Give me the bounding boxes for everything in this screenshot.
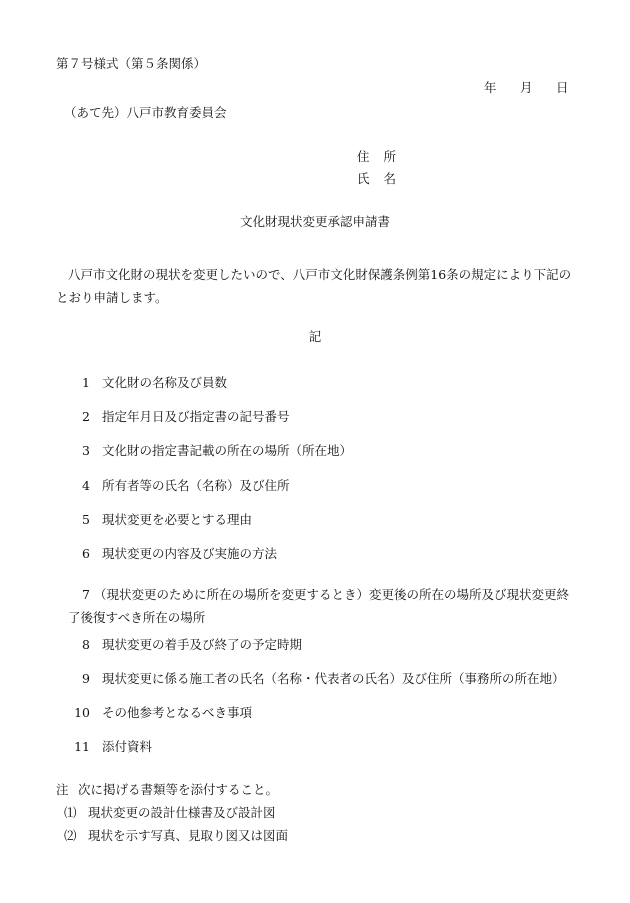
date-day: 日 xyxy=(556,80,569,95)
list-item xyxy=(68,673,565,686)
item-number: 1 xyxy=(82,375,90,390)
item-number: 3 xyxy=(82,443,90,458)
date-year: 年 xyxy=(484,80,497,95)
item-text: その他参考となるべき事項 xyxy=(102,705,253,720)
name-label-char-1: 氏 xyxy=(357,171,370,186)
item-text: 現状変更に係る施工者の氏名（名称・代表者の氏名）及び住所（事務所の所在地） xyxy=(102,671,565,686)
list-item xyxy=(68,480,290,493)
ki-heading: 記 xyxy=(308,329,322,344)
document-title: 文化財現状変更承認申請書 xyxy=(239,214,390,229)
item-text: 所有者等の氏名（名称）及び住所 xyxy=(102,478,290,493)
item-text: 現状変更の着手及び終了の予定時期 xyxy=(102,637,303,652)
list-item xyxy=(68,445,352,458)
item-text: 現状変更を必要とする理由 xyxy=(102,512,253,527)
subitem-number: ⑴ xyxy=(64,805,77,820)
item-number: 4 xyxy=(82,478,90,493)
note-subitem xyxy=(64,830,288,843)
subitem-text: 現状を示す写真、見取り図又は図面 xyxy=(88,828,289,843)
application-statement-text: 八戸市文化財の現状を変更したいので、八戸市文化財保護条例第16条の規定により下記のとおり申請します。 xyxy=(56,267,572,305)
list-item xyxy=(68,548,277,561)
list-item xyxy=(68,583,580,629)
item-text: 添付資料 xyxy=(102,739,153,754)
item-number: 2 xyxy=(82,409,90,424)
address-label-char-1: 住 xyxy=(357,149,370,164)
list-item xyxy=(68,411,290,424)
list-item xyxy=(68,377,227,390)
item-number: 5 xyxy=(82,512,90,527)
addressee: （あて先）八戸市教育委員会 xyxy=(64,105,227,120)
applicant-name-label xyxy=(357,173,396,186)
item-number: 11 xyxy=(74,739,90,754)
list-item xyxy=(68,514,252,527)
item-text: 指定年月日及び指定書の記号番号 xyxy=(102,409,290,424)
applicant-address-label xyxy=(357,151,396,164)
item-number: 7 xyxy=(82,587,90,602)
item-text: 文化財の名称及び員数 xyxy=(102,375,228,390)
list-item xyxy=(68,639,302,652)
note xyxy=(56,784,278,797)
item-number: 9 xyxy=(82,671,90,686)
item-number: 10 xyxy=(74,705,90,720)
item-number: 6 xyxy=(82,546,90,561)
application-statement xyxy=(56,263,576,309)
date-month: 月 xyxy=(520,80,533,95)
note-text: 次に掲げる書類等を添付すること。 xyxy=(78,782,279,797)
list-item xyxy=(68,741,152,754)
item-text: 現状変更の内容及び実施の方法 xyxy=(102,546,278,561)
note-subitem xyxy=(64,807,276,820)
item-text: 文化財の指定書記載の所在の場所（所在地） xyxy=(102,443,353,458)
form-number: 第７号様式（第５条関係） xyxy=(56,56,207,71)
subitem-text: 現状変更の設計仕様書及び設計図 xyxy=(88,805,276,820)
item-text: （現状変更のために所在の場所を変更するとき）変更後の所在の場所及び現状変更終了後復すべき所在の場所 xyxy=(68,587,570,625)
name-label-char-2: 名 xyxy=(383,171,397,186)
list-item xyxy=(68,707,252,720)
address-label-char-2: 所 xyxy=(383,149,397,164)
note-label: 注 xyxy=(56,782,69,797)
item-number: 8 xyxy=(82,637,90,652)
subitem-number: ⑵ xyxy=(64,828,77,843)
